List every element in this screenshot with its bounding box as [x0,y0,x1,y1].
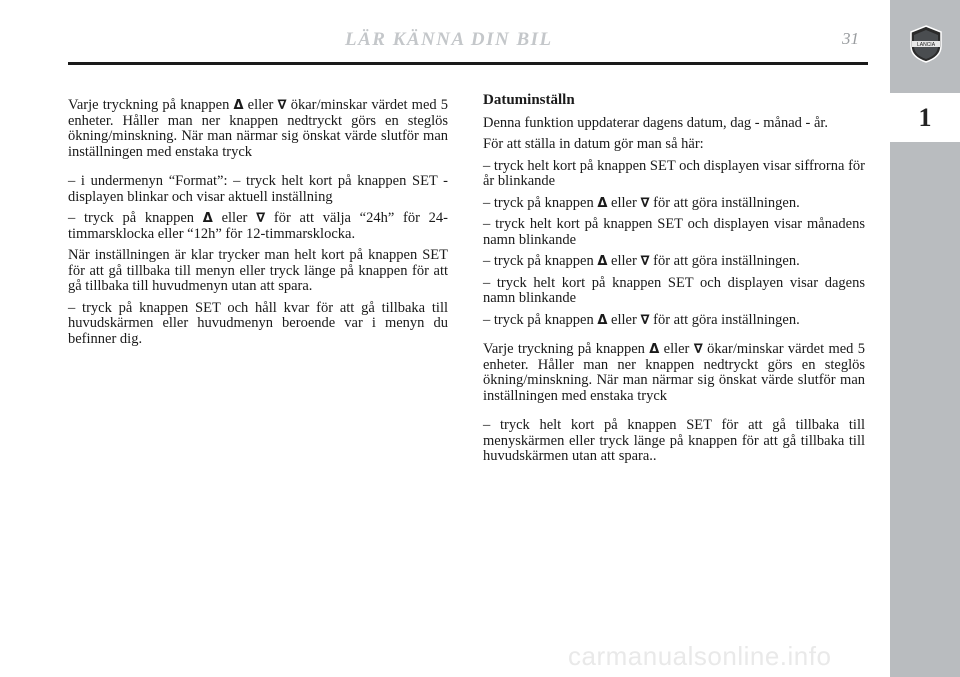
paragraph: Varje tryckning på knappen Δ eller ∇ ökar/minskar värdet med 5 enheter. Håller man ner knappen nedtryckt görs en steglös ökning/minskning. När man närmar sig önskat värde slutför man inställningen med enstaka tryck [483,341,866,404]
down-triangle-icon: ∇ [640,254,650,269]
up-triangle-icon: Δ [649,342,660,357]
up-triangle-icon: Δ [597,195,608,211]
paragraph: Varje tryckning på knappen Δ eller ∇ ökar/minskar värdet med 5 enheter. Håller man ner knappen nedtryckt görs en steglös ökning/minskning. När man närmar sig önskat värde slutför man inställningen med enstaka tryck [68,97,448,160]
page-number: 31 [842,29,859,48]
paragraph: – i undermenyn “Format”: – tryck helt kort på knappen SET - displayen blinkar och visar aktuell inställning [68,173,448,205]
chapter-number[interactable]: 1 [890,95,960,140]
down-triangle-icon: ∇ [693,342,703,357]
chapter-sidebar [890,0,960,677]
paragraph: Denna funktion uppdaterar dagens datum, dag - månad - år. [483,114,829,131]
right-column [483,93,865,471]
paragraph: – tryck helt kort på knappen SET för att gå tillbaka till menyskärmen eller tryck länge på knappen för att gå tillbaka till huvudskärmen utan att spara.. [483,417,865,464]
paragraph: – tryck helt kort på knappen SET och displayen visar månadens namn blinkande [483,216,865,248]
logo-text: LANCIA [916,41,936,48]
lancia-logo-icon [908,24,944,64]
down-triangle-icon: ∇ [277,98,287,113]
down-triangle-icon: ∇ [640,195,650,211]
down-triangle-icon: ∇ [640,312,650,328]
paragraph: – tryck helt kort på knappen SET och displayen visar siffrorna för år blinkande [483,157,865,189]
left-column [68,98,448,353]
paragraph: – tryck helt kort på knappen SET och displayen visar dagens namn blinkande [483,274,865,306]
up-triangle-icon: Δ [202,211,213,226]
watermark: carmanualsonline.info [568,641,832,671]
paragraph: – tryck på knappen Δ eller ∇ för att göra inställningen. [483,194,800,211]
up-triangle-icon: Δ [597,312,608,328]
paragraph: – tryck på knappen Δ eller ∇ för att välja “24h” för 24-timmarsklocka eller “12h” för 12-timmarsklocka. [68,210,448,242]
header-rule [68,62,868,65]
up-triangle-icon: Δ [233,98,244,113]
paragraph: – tryck på knappen Δ eller ∇ för att göra inställningen. [483,253,800,269]
paragraph: För att ställa in datum gör man så här: [483,136,704,152]
paragraph: – tryck på knappen Δ eller ∇ för att göra inställningen. [483,311,800,328]
section-heading: Datuminställn [483,92,575,108]
down-triangle-icon: ∇ [256,211,266,226]
paragraph: – tryck på knappen SET och håll kvar för att gå tillbaka till huvudskärmen eller huvudmenyn beroende var i menyn du befinner dig. [68,299,448,347]
up-triangle-icon: Δ [597,254,608,269]
paragraph: När inställningen är klar trycker man helt kort på knappen SET för att gå tillbaka till menyn eller tryck länge på knappen för att gå tillbaka till huvudmenyn utan att spara. [68,247,448,294]
divider [890,140,960,142]
page-header-title: LÄR KÄNNA DIN BIL [345,29,553,50]
